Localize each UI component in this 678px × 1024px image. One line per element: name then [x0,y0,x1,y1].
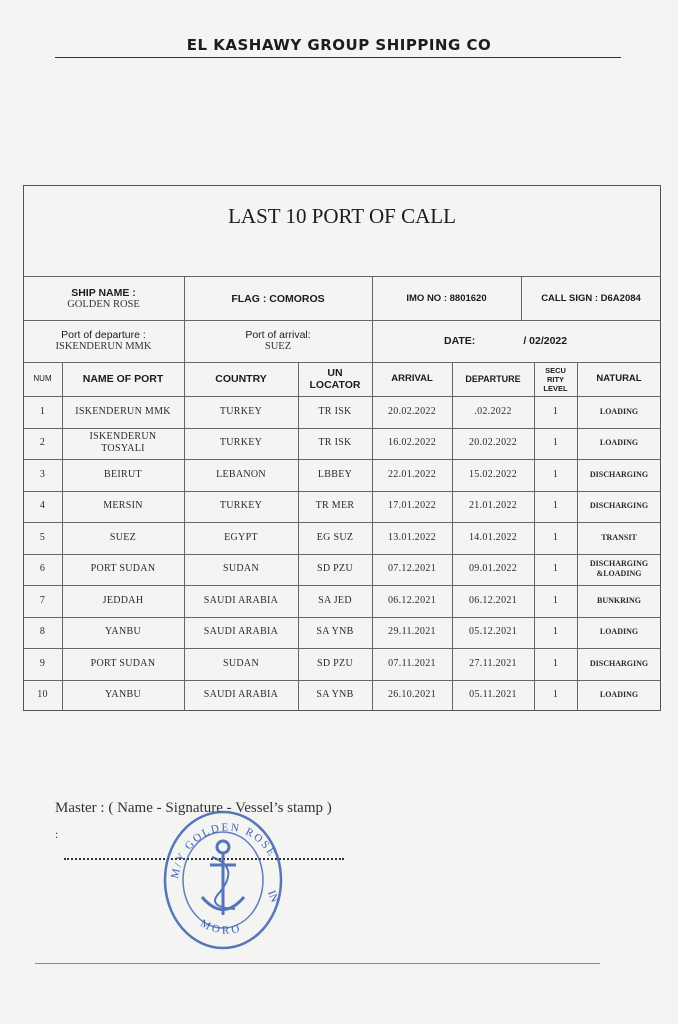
cell-port [62,396,184,428]
cell-un-locator [298,459,372,491]
cell-port [62,617,184,649]
cell-security-level-text: 1 [552,468,559,480]
cell-security-level-text: 1 [552,531,559,543]
ship-name-cell [23,278,184,320]
col-header-port-label: NAME OF PORT [82,373,164,385]
cell-port-text: PORT SUDAN [90,657,156,669]
master-colon: : [55,827,59,841]
imo-cell [372,278,521,320]
cell-departure [452,428,534,460]
cell-natural [577,648,661,680]
flag-text: FLAG : COMOROS [231,293,325,305]
cell-arrival [372,491,452,523]
cell-security-level-text: 1 [552,563,559,575]
date-value: / 02/2022 [523,335,568,347]
col-header-departure-label: DEPARTURE [465,374,521,384]
cell-port [62,522,184,554]
cell-num [23,648,62,680]
cell-security-level [534,459,577,491]
ship-name-label: SHIP NAME : [71,287,136,299]
cell-country-text: LEBANON [216,468,266,480]
arrival-label: Port of arrival: [245,329,311,341]
cell-arrival-text: 07.12.2021 [388,563,436,575]
col-header-arrival [372,362,452,396]
cell-port-text: MERSIN [103,500,143,512]
cell-num-text: 9 [39,657,46,669]
cell-country [184,554,298,586]
cell-country [184,459,298,491]
cell-natural-text: DISCHARGING &LOADING [589,559,649,579]
col-header-num-label: NUM [33,374,52,383]
cell-un-locator [298,396,372,428]
departure-label: Port of departure : [61,329,146,341]
cell-country [184,585,298,617]
cell-arrival-text: 06.12.2021 [388,594,436,606]
cell-un-locator-text: SA YNB [316,626,354,638]
cell-arrival-text: 22.01.2022 [388,468,436,480]
cell-country-text: SAUDI ARABIA [203,594,279,606]
col-header-security-level [534,362,577,396]
cell-arrival-text: 07.11.2021 [388,657,436,669]
cell-port [62,459,184,491]
cell-port [62,491,184,523]
cell-country-text: SAUDI ARABIA [203,626,279,638]
col-header-departure [452,362,534,396]
cell-un-locator-text: TR MER [315,500,355,512]
cell-country [184,617,298,649]
stamp-text-right: IN [265,888,281,904]
cell-security-level-text: 1 [552,657,559,669]
cell-num [23,491,62,523]
cell-arrival [372,617,452,649]
col-header-un-locator-label: UN LOCATOR [309,367,361,391]
company-name: EL KASHAWY GROUP SHIPPING CO [186,36,492,54]
cell-un-locator-text: LBBEY [317,468,353,480]
cell-arrival [372,396,452,428]
cell-arrival [372,554,452,586]
cell-natural [577,522,661,554]
cell-natural [577,459,661,491]
cell-country-text: SUDAN [223,657,259,669]
col-header-natural-label: NATURAL [596,373,642,384]
cell-natural-text: TRANSIT [601,532,637,542]
cell-un-locator-text: EG SUZ [316,531,354,543]
cell-arrival-text: 26.10.2021 [388,689,436,701]
cell-departure-text: 09.01.2022 [469,563,517,575]
cell-num-text: 7 [39,594,46,606]
cell-port-text: YANBU [105,689,141,701]
cell-un-locator-text: SA YNB [316,689,354,701]
cell-arrival-text: 16.02.2022 [388,437,436,449]
col-header-un-locator [298,362,372,396]
cell-arrival [372,428,452,460]
ship-name-value: GOLDEN ROSE [67,299,140,310]
cell-security-level [534,617,577,649]
cell-natural [577,585,661,617]
flag-cell [184,278,372,320]
cell-natural-text: LOADING [599,438,639,448]
cell-un-locator-text: SD PZU [317,563,353,575]
cell-num [23,522,62,554]
cell-num-text: 4 [39,500,46,512]
cell-security-level [534,554,577,586]
cell-port [62,585,184,617]
cell-un-locator [298,617,372,649]
cell-num-text: 2 [39,437,46,449]
cell-country [184,522,298,554]
cell-num [23,396,62,428]
cell-security-level [534,680,577,712]
cell-un-locator-text: TR ISK [318,437,352,449]
cell-num [23,585,62,617]
cell-port-text: PORT SUDAN [90,563,156,575]
cell-security-level-text: 1 [552,500,559,512]
date-cell [372,320,661,362]
cell-num [23,428,62,460]
cell-country-text: EGYPT [224,531,258,543]
cell-natural-text: DISCHARGING [589,501,649,511]
cell-country-text: TURKEY [219,500,263,512]
cell-departure [452,585,534,617]
cell-arrival [372,648,452,680]
cell-departure [452,491,534,523]
cell-arrival-text: 13.01.2022 [388,531,436,543]
cell-departure [452,522,534,554]
cell-un-locator [298,491,372,523]
cell-un-locator-text: TR ISK [318,405,352,417]
cell-port [62,428,184,460]
cell-port [62,554,184,586]
cell-departure-text: 06.12.2021 [469,594,517,606]
cell-arrival [372,459,452,491]
cell-departure-text: 05.11.2021 [469,689,517,701]
cell-departure-text: 27.11.2021 [469,657,517,669]
cell-natural [577,491,661,523]
cell-departure-text: 14.01.2022 [469,531,517,543]
col-header-num [23,362,62,396]
master-label-text: Master : ( Name - Signature - Vessel’s stamp ) [55,800,332,816]
anchor-icon [202,841,244,915]
cell-num [23,554,62,586]
cell-departure [452,648,534,680]
cell-security-level-text: 1 [552,405,559,417]
cell-country-text: SAUDI ARABIA [203,689,279,701]
cell-departure-text: 20.02.2022 [469,437,517,449]
header-rule [55,57,621,58]
cell-natural-text: LOADING [599,627,639,637]
footer-rule [35,963,600,964]
cell-departure-text: 21.01.2022 [469,500,517,512]
cell-security-level [534,396,577,428]
col-header-country [184,362,298,396]
cell-natural-text: BUNKRING [596,595,641,605]
cell-un-locator-text: SD PZU [317,657,353,669]
cell-natural [577,680,661,712]
cell-arrival-text: 20.02.2022 [388,405,436,417]
cell-security-level-text: 1 [552,437,559,449]
cell-port-text: ISKENDERUN TOSYALI [89,431,157,455]
cell-num-text: 6 [39,563,46,575]
form-title: LAST 10 PORT OF CALL [228,204,456,228]
cell-num [23,617,62,649]
cell-natural [577,396,661,428]
cell-un-locator [298,554,372,586]
col-header-security-level-label: SECU RITY LEVEL [543,365,568,393]
cell-country-text: SUDAN [223,563,259,575]
cell-arrival [372,585,452,617]
arrival-value: SUEZ [264,341,292,352]
cell-un-locator [298,680,372,712]
vessel-stamp [160,797,290,957]
cell-security-level-text: 1 [552,594,559,606]
cell-country [184,680,298,712]
cell-security-level-text: 1 [552,689,559,701]
date-label: DATE: [444,335,476,347]
cell-security-level [534,585,577,617]
cell-port-text: YANBU [105,626,141,638]
col-header-natural [577,362,661,396]
cell-arrival-text: 17.01.2022 [388,500,436,512]
cell-num-text: 10 [37,689,48,701]
cell-natural-text: LOADING [599,406,639,416]
cell-departure [452,680,534,712]
cell-natural [577,554,661,586]
cell-departure-text: .02.2022 [474,405,512,417]
cell-security-level [534,491,577,523]
cell-port [62,680,184,712]
cell-departure [452,554,534,586]
cell-natural [577,617,661,649]
cell-un-locator-text: SA JED [318,594,352,606]
stamp-text-bottom: MORO [198,917,244,937]
cell-arrival-text: 29.11.2021 [388,626,436,638]
cell-country [184,396,298,428]
cell-country [184,491,298,523]
departure-cell [23,320,184,362]
cell-country-text: TURKEY [219,405,263,417]
cell-un-locator [298,428,372,460]
call-sign-cell [521,278,661,320]
departure-value: ISKENDERUN MMK [55,341,152,352]
col-header-arrival-label: ARRIVAL [391,373,433,384]
cell-num [23,459,62,491]
cell-natural-text: DISCHARGING [589,658,649,668]
cell-port-text: ISKENDERUN MMK [75,405,171,417]
cell-arrival [372,680,452,712]
imo-text: IMO NO : 8801620 [406,293,487,304]
cell-natural [577,428,661,460]
cell-security-level [534,648,577,680]
cell-natural-text: LOADING [599,690,639,700]
cell-num [23,680,62,712]
cell-arrival [372,522,452,554]
call-sign-text: CALL SIGN : D6A2084 [541,293,641,304]
cell-security-level [534,428,577,460]
cell-num-text: 8 [39,626,46,638]
cell-num-text: 3 [39,468,46,480]
cell-un-locator [298,648,372,680]
cell-departure [452,617,534,649]
cell-port-text: JEDDAH [102,594,144,606]
cell-country-text: TURKEY [219,437,263,449]
col-header-port [62,362,184,396]
cell-num-text: 5 [39,531,46,543]
cell-un-locator [298,585,372,617]
cell-departure-text: 15.02.2022 [469,468,517,480]
stamp-text-top: M/Y GOLDEN ROSE [168,821,279,880]
cell-port [62,648,184,680]
cell-num-text: 1 [39,405,46,417]
cell-natural-text: DISCHARGING [589,469,649,479]
cell-departure [452,396,534,428]
cell-port-text: SUEZ [109,531,137,543]
col-header-country-label: COUNTRY [215,373,267,385]
cell-country [184,428,298,460]
cell-un-locator [298,522,372,554]
cell-departure-text: 05.12.2021 [469,626,517,638]
arrival-cell [184,320,372,362]
cell-country [184,648,298,680]
cell-departure [452,459,534,491]
grid-line [23,276,661,277]
cell-security-level-text: 1 [552,626,559,638]
cell-security-level [534,522,577,554]
cell-port-text: BEIRUT [104,468,142,480]
